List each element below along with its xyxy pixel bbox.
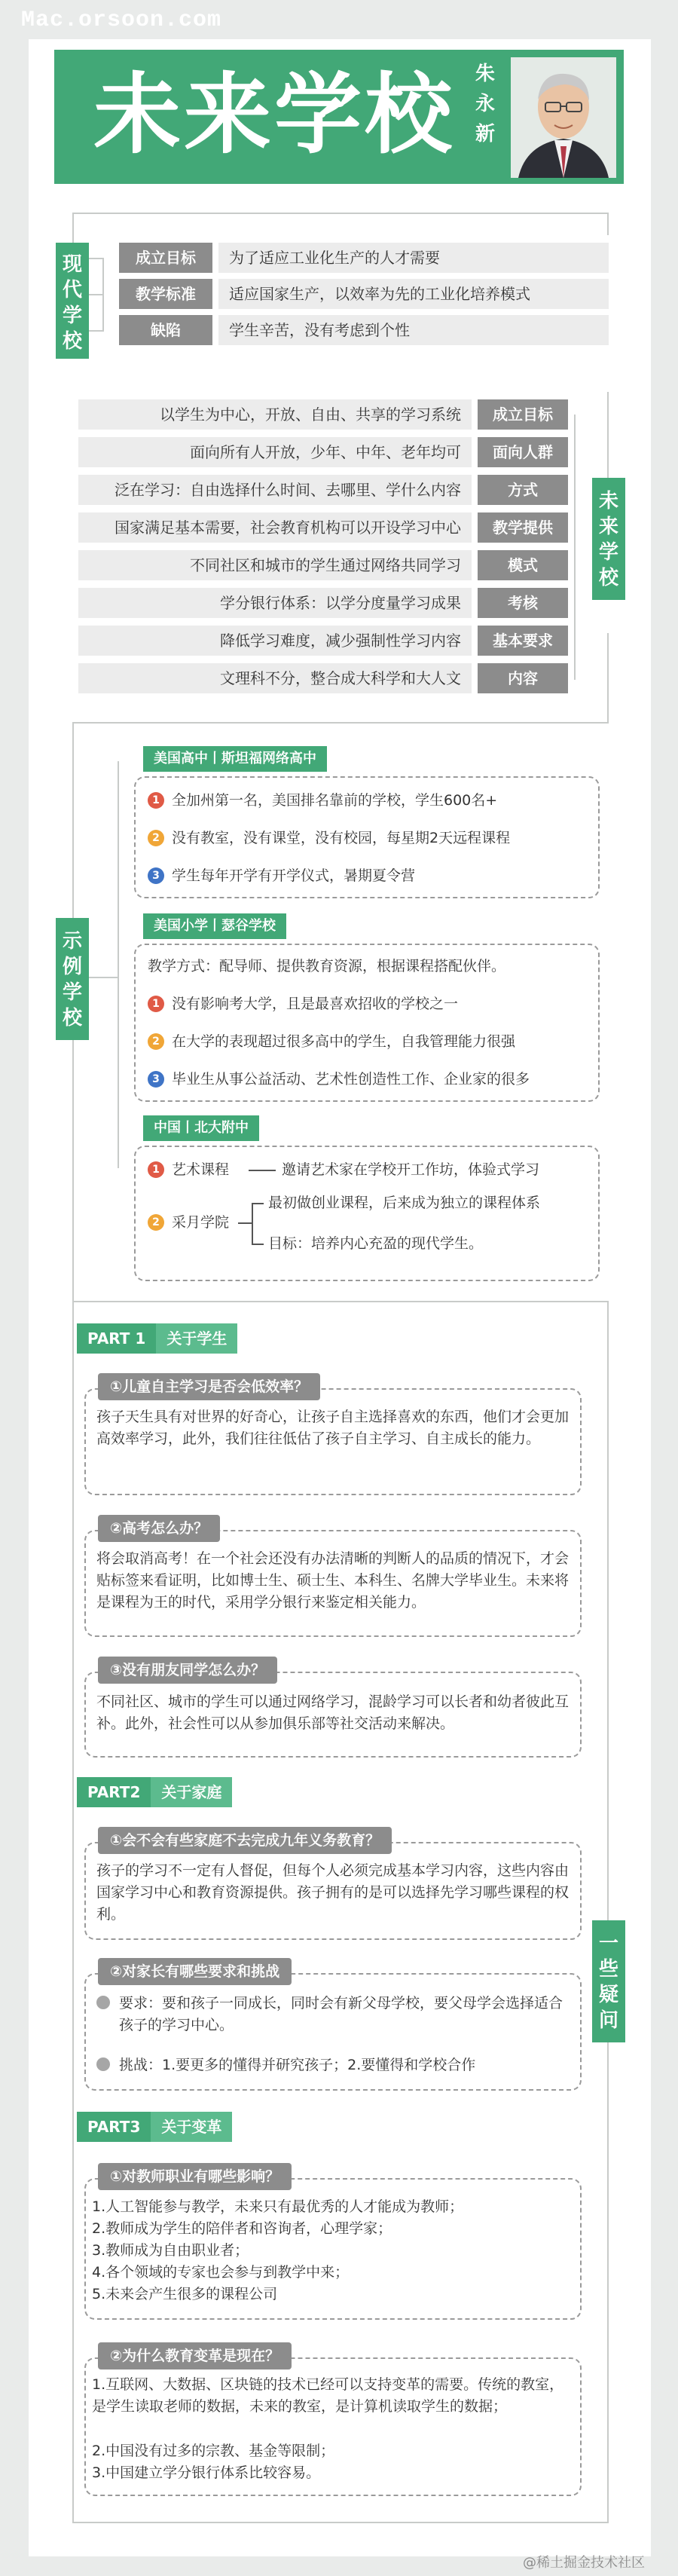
connector-line	[72, 1301, 609, 1302]
answer-line: 2.中国没有过多的宗教、基金等限制；	[92, 2443, 335, 2459]
connector-line	[607, 1301, 609, 2522]
future-text: 不同社区和城市的学生通过网络共同学习	[78, 550, 472, 580]
future-text: 泛在学习：自由选择什么时间、去哪里、学什么内容	[78, 475, 472, 505]
modern-text: 学生辛苦，没有考虑到个性	[218, 315, 609, 345]
number-badge-2: 2	[148, 1033, 164, 1050]
example-schools-label: 示例学校	[56, 918, 89, 1040]
answer-line: 1.人工智能参与教学，未来只有最优秀的人才能成为教师；	[92, 2198, 464, 2215]
modern-tag: 成立目标	[119, 243, 212, 273]
part-subject: 关于变革	[151, 2112, 232, 2142]
requirement-value: 要求：要和孩子一同成长，同时会有新父母学校，要父母学会选择适合孩子的学习中心。	[119, 1995, 563, 2033]
future-text: 学分银行体系：以学分度量学习成果	[78, 588, 472, 618]
watermark-text: Mac.orsoon.com	[21, 8, 222, 33]
part-number: PART3	[77, 2112, 151, 2142]
number-badge-2: 2	[148, 830, 164, 846]
example-title: 美国小学丨瑟谷学校	[143, 913, 286, 939]
connector-line	[249, 1170, 276, 1171]
page-title: 未来学校	[93, 64, 455, 166]
challenge-value: 挑战：1.要更多的懂得并研究孩子；2.要懂得和学校合作	[119, 2057, 476, 2073]
future-text: 面向所有人开放，少年、中年、老年均可	[78, 437, 472, 467]
future-text: 国家满足基本需要，社会教育机构可以开设学习中心	[78, 512, 472, 543]
connector-line	[252, 1203, 264, 1204]
challenge-text	[96, 2054, 574, 2076]
example-item	[148, 1159, 229, 1180]
question-title: ①儿童自主学习是否会低效率？	[98, 1373, 320, 1400]
part-1-header	[77, 1323, 237, 1354]
part-2-header	[77, 1777, 232, 1807]
number-badge-3: 3	[148, 867, 164, 884]
future-text: 以学生为中心，开放、自由、共享的学习系统	[78, 399, 472, 430]
question-title: ②高考怎么办？	[98, 1515, 220, 1542]
connector-line	[72, 2522, 609, 2523]
question-title: ③没有朋友同学怎么办？	[98, 1657, 277, 1684]
connector-line	[89, 977, 119, 978]
example-item-text: 全加州第一名，美国排名靠前的学校，学生600名+	[172, 792, 498, 809]
connector-line	[238, 1222, 252, 1224]
connector-line	[252, 1203, 253, 1245]
example-item	[148, 1069, 530, 1090]
art-course-text: 邀请艺术家在学校开工作坊，体验式学习	[282, 1161, 540, 1178]
part-3-header	[77, 2112, 232, 2142]
number-badge-1: 1	[148, 996, 164, 1012]
connector-line	[72, 1299, 74, 2523]
example-item-text: 学生每年开学有开学仪式，暑期夏令营	[172, 867, 416, 884]
bullet-dot	[96, 2057, 110, 2071]
connector-line	[118, 761, 119, 1168]
footer-watermark: @稀土掘金技术社区	[523, 2555, 645, 2571]
answer-line: 5.未来会产生很多的课程公司	[92, 2286, 278, 2302]
example-item-text: 没有影响考大学，且是最喜欢招收的学校之一	[172, 996, 459, 1012]
art-course-label: 艺术课程	[172, 1161, 230, 1178]
number-badge-3: 3	[148, 1071, 164, 1088]
question-title: ②对家长有哪些要求和挑战	[98, 1958, 292, 1985]
connector-line	[102, 258, 104, 332]
question-title: ②为什么教育变革是现在？	[98, 2342, 292, 2369]
answer-text: 不同社区、城市的学生可以通过网络学习，混龄学习可以长者和幼者彼此互补。此外，社会性可以从参加俱乐部等社交活动来解决。	[96, 1693, 570, 1732]
questions-label: 一些疑问	[592, 1920, 625, 2042]
modern-text: 为了适应工业化生产的人才需要	[218, 243, 609, 273]
connector-line	[89, 294, 104, 295]
part-subject: 关于家庭	[151, 1777, 232, 1807]
question-title: ①会不会有些家庭不去完成九年义务教育？	[98, 1827, 392, 1854]
example-item	[148, 865, 415, 886]
future-tag: 方式	[478, 475, 568, 505]
answer-line: 3.中国建立学分银行体系比较容易。	[92, 2464, 321, 2481]
connector-line	[607, 633, 609, 724]
answer-line: 3.教师成为自由职业者；	[92, 2242, 249, 2259]
example-item	[148, 993, 458, 1014]
bullet-dot	[96, 1996, 110, 2009]
answer-line: 4.各个领域的专家也会参与到教学中来；	[92, 2264, 350, 2281]
future-tag: 成立目标	[478, 399, 568, 430]
author-portrait	[511, 57, 616, 178]
example-item	[148, 1031, 515, 1052]
connector-line	[607, 392, 609, 490]
example-item	[148, 828, 510, 849]
future-tag: 内容	[478, 663, 568, 693]
connector-line	[89, 330, 104, 332]
connector-line	[72, 722, 609, 724]
modern-tag: 缺陷	[119, 315, 212, 345]
header-banner	[54, 50, 624, 184]
connector-line	[574, 415, 576, 680]
example-item	[148, 790, 497, 811]
example-item-text: 毕业生从事公益活动、艺术性创造性工作、企业家的很多	[172, 1071, 530, 1088]
answer-line: 1.互联网、大数据、区块链的技术已经可以支持变革的需要。传统的教室，是学生读取老师的数据，未来的教室，是计算机读取学生的数据；	[92, 2376, 564, 2415]
connector-line	[607, 213, 609, 235]
answer-text: 孩子的学习不一定有人督促，但每个人必须完成基本学习内容，这些内容由国家学习中心和教育资源提供。孩子拥有的是可以选择先学习哪些课程的权利。	[96, 1862, 570, 1923]
connector-line	[72, 213, 609, 214]
future-tag: 考核	[478, 588, 568, 618]
number-badge-1: 1	[148, 792, 164, 809]
example-item-text: 在大学的表现超过很多高中的学生，自我管理能力很强	[172, 1033, 516, 1050]
future-tag: 面向人群	[478, 437, 568, 467]
future-tag: 基本要求	[478, 626, 568, 656]
honey-college-goal: 目标：培养内心充盈的现代学生。	[268, 1235, 484, 1252]
example-item-text: 没有教室，没有课堂，没有校园，每星期2天远程课程	[172, 830, 511, 846]
number-badge-2: 2	[148, 1214, 164, 1231]
modern-tag: 教学标准	[119, 279, 212, 309]
connector-line	[252, 1244, 264, 1245]
answer-text: 将会取消高考！在一个社会还没有办法清晰的判断人的品质的情况下，才会贴标签来看证明，比如博士生、硕士生、本科生、名牌大学毕业生。未来将是课程为王的时代，采用学分银行来鉴定相关能力。	[96, 1550, 570, 1611]
honey-college-label: 采月学院	[172, 1214, 230, 1231]
honey-college-text: 最初做创业课程，后来成为独立的课程体系	[268, 1195, 541, 1211]
requirement-text	[96, 1993, 574, 2036]
author-name: 朱永新	[475, 63, 495, 145]
part-subject: 关于学生	[156, 1323, 237, 1354]
part-number: PART 1	[77, 1323, 156, 1354]
future-tag: 模式	[478, 550, 568, 580]
modern-text: 适应国家生产，以效率为先的工业化培养模式	[218, 279, 609, 309]
part-number: PART2	[77, 1777, 151, 1807]
number-badge-1: 1	[148, 1161, 164, 1178]
future-school-label: 未来学校	[592, 478, 625, 600]
example-intro: 教学方式：配导师、提供教育资源，根据课程搭配伙伴。	[148, 958, 506, 974]
question-title: ①对教师职业有哪些影响？	[98, 2163, 292, 2190]
answer-text: 孩子天生具有对世界的好奇心，让孩子自主选择喜欢的东西，他们才会更加高效率学习，此外，我们往往低估了孩子自主学习、自主成长的能力。	[96, 1409, 570, 1447]
future-text: 文理科不分，整合成大科学和大人文	[78, 663, 472, 693]
future-text: 降低学习难度，减少强制性学习内容	[78, 626, 472, 656]
connector-line	[89, 258, 104, 259]
example-title: 美国高中丨斯坦福网络高中	[143, 746, 327, 772]
example-title: 中国丨北大附中	[143, 1115, 259, 1141]
modern-school-label: 现代学校	[56, 243, 89, 359]
future-tag: 教学提供	[478, 512, 568, 543]
example-item	[148, 1212, 229, 1233]
answer-line: 2.教师成为学生的陪伴者和咨询者，心理学家；	[92, 2220, 392, 2237]
